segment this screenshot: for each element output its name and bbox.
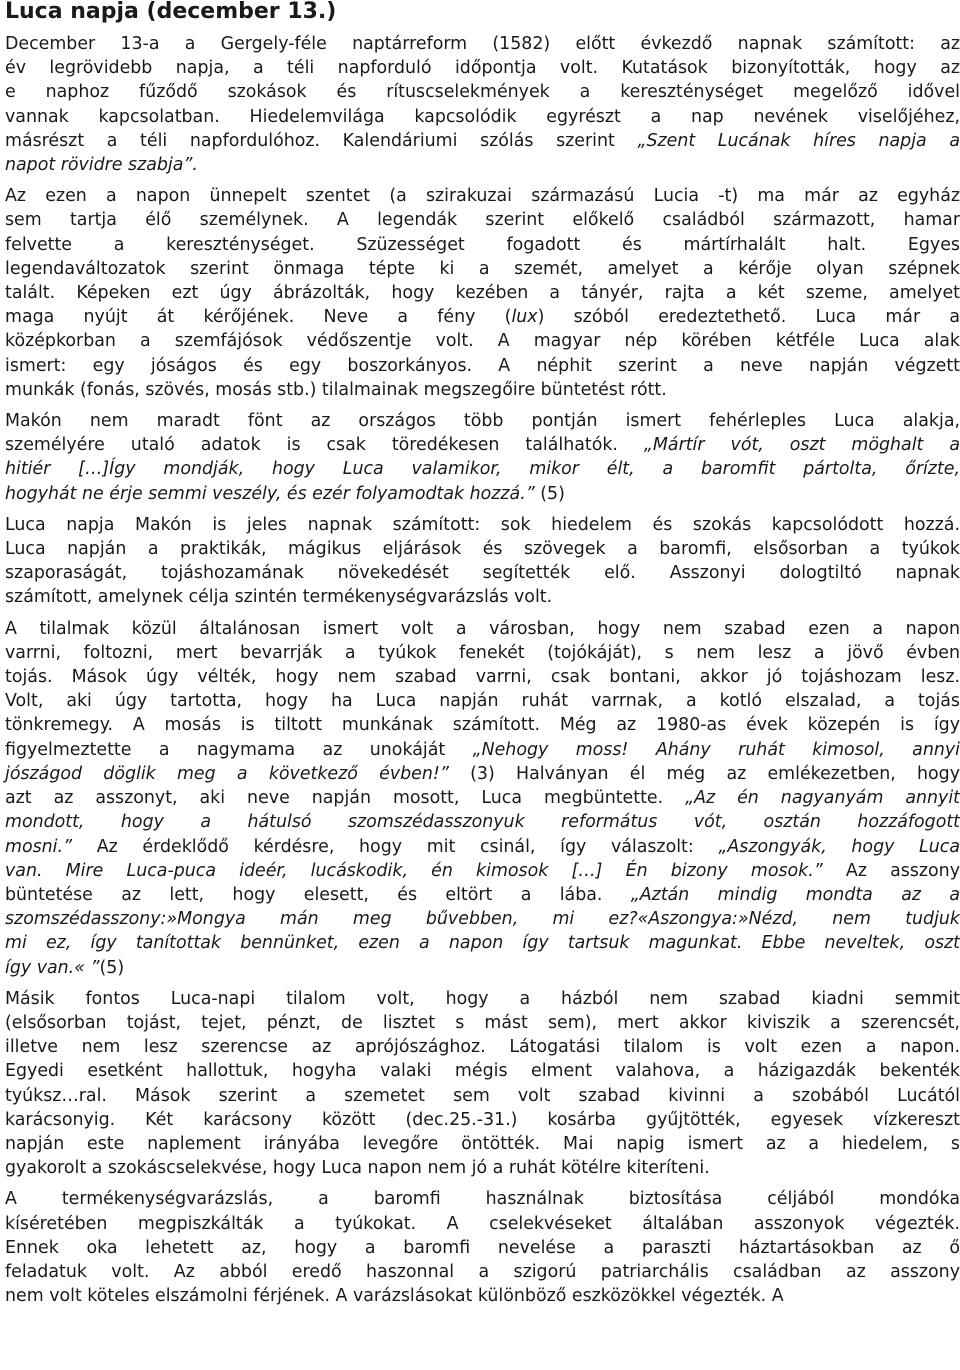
body-text: számított, amelynek célja szintén termékenységvarázslás volt. [5,587,553,608]
text-line [5,233,960,257]
body-text: Az asszony [822,860,960,881]
text-line [5,1156,960,1180]
text-line [5,537,960,561]
text-line [5,641,960,665]
text-line [5,1059,960,1083]
italic-quote-text: „Az én nagyanyám annyit [685,788,960,809]
body-text: (elsősorban tojást, tejet, pénzt, de lisztet s mást sem), mert akkor kiviszik a szerencsét, [5,1012,960,1033]
body-text: talált. Képeken ezt úgy ábrázolták, hogy kezében a tányér, rajta a két szeme, amelyet [5,283,960,304]
body-text: év legrövidebb napja, a téli napforduló időpontja volt. Kutatások bizonyították, hogy az [5,58,960,79]
paragraph [5,32,960,177]
text-line [5,1187,960,1211]
body-text: A tilalmak közül általánosan ismert volt a városban, hogy nem szabad ezen a napon [5,618,960,639]
text-line [5,257,960,281]
paragraph [5,409,960,506]
text-line [5,931,960,955]
text-line [5,987,960,1011]
text-line [5,129,960,153]
text-line [5,883,960,907]
italic-quote-text: mondott, hogy a hátulsó szomszédasszonyuk református vót, osztán hozzáfogott [5,812,960,833]
italic-quote-text: „Szent Lucának híres napja a [637,130,960,151]
text-line [5,409,960,433]
body-text: napján este naplement irányába levegőre öntötték. Mai napig ismert az a hiedelem, s [5,1133,960,1154]
paragraph-spacer [5,1180,960,1187]
body-text: munkák (fonás, szövés, mosás stb.) tilalmainak megszegőire büntetést rótt. [5,379,667,400]
body-text: varrni, foltozni, mert bevarrják a tyúkok fenekét (tojókáját), s nem lesz a jövő évben [5,642,960,663]
text-line [5,762,960,786]
italic-quote-text: „Aszongyák, hogy Luca [718,836,960,857]
body-text: személyére utaló adatok is csak töredékesen találhatók. [5,435,644,456]
text-line [5,561,960,585]
text-line [5,208,960,232]
text-line [5,1108,960,1132]
text-line [5,665,960,689]
text-line [5,184,960,208]
text-line [5,1011,960,1035]
body-text: legendaváltozatok szerint önmaga tépte ki a szemét, amelyet a kérője olyan szépnek [5,258,960,279]
paragraph [5,617,960,980]
text-line [5,617,960,641]
body-text: maga nyújt át kérőjének. Neve a fény ( [5,307,512,328]
paragraph-spacer [5,402,960,409]
text-line [5,1260,960,1284]
body-text: Az érdeklődő kérdésre, hogy mit csinál, így válaszolt: [72,836,719,857]
paragraph [5,1187,960,1308]
text-line [5,80,960,104]
body-text: ) szóból eredeztethető. Luca már a [537,307,960,328]
document-body [5,24,960,1308]
italic-quote-text: napot rövidre szabja”. [5,155,198,176]
text-line [5,1284,960,1308]
body-text: karácsonyig. Két karácsony között (dec.25.-31.) kosárba gyűjtötték, egyesek vízkereszt [5,1109,960,1130]
text-line [5,859,960,883]
paragraph-spacer [5,506,960,513]
body-text: sem tartja élő személynek. A legendák szerint előkelő családból származott, hamar [5,210,960,231]
body-text: ismert: egy jóságos és egy boszorkányos. A néphit szerint a neve napján végzett [5,355,960,376]
text-line [5,457,960,481]
text-line [5,378,960,402]
body-text: felvette a kereszténységet. Szüzességet fogadott és mártírhalált halt. Egyes [5,234,960,255]
text-line [5,738,960,762]
italic-quote-text: hogyhát ne érje semmi veszély, és ezér folyamodtak hozzá.” [5,483,535,504]
text-line [5,907,960,931]
body-text: Egyedi esetként hallottuk, hogyha valaki mégis elment valahova, a házigazdák bekenték [5,1061,960,1082]
italic-quote-text: mi ez, így tanítottak bennünket, ezen a napon így tartsuk magunkat. Ebbe neveltek, oszt [5,933,960,954]
body-text: kíséretében megpiszkálták a tyúkokat. A cselekvéseket általában asszonyok végezték. [5,1213,960,1234]
text-line [5,1212,960,1236]
text-line [5,1084,960,1108]
body-text: Volt, aki úgy tartotta, hogy ha Luca napján ruhát varrnak, a kotló elszalad, a tojás [5,691,960,712]
italic-quote-text: „Mártír vót, oszt möghalt a [643,435,960,456]
document-page [5,0,960,1308]
italic-quote-text: lux [511,307,538,328]
text-line [5,56,960,80]
italic-quote-text: jószágod döglik meg a következő évben!” [5,763,449,784]
text-line [5,329,960,353]
body-text: A termékenységvarázslás, a baromfi használnak biztosítása céljából mondóka [5,1189,960,1210]
body-text: (5) [534,483,565,504]
body-text: Luca napján a praktikák, mágikus eljárások és szövegek a baromfi, elsősorban a tyúkok [5,539,960,560]
text-line [5,585,960,609]
body-text: illetve nem lesz szerencse az aprójószághoz. Látogatási tilalom is volt ezen a napon. [5,1037,960,1058]
body-text: tönkremegy. A mosás is tiltott munkának számított. Még az 1980-as évek közepén is így [5,715,960,736]
text-line [5,433,960,457]
body-text: feladatuk volt. Az abból eredő haszonnal a szigorú patriarchális családban az asszony [5,1261,960,1282]
text-line [5,153,960,177]
body-text: Másik fontos Luca-napi tilalom volt, hogy a házból nem szabad kiadni semmit [5,988,960,1009]
paragraph [5,184,960,402]
text-line [5,482,960,506]
body-text: Az ezen a napon ünnepelt szentet (a szirakuzai származású Lucia -t) ma már az egyház [5,186,960,207]
body-text: e naphoz fűződő szokások és rítuscselekmények a kereszténységet megelőző idővel [5,82,960,103]
body-text: Makón nem maradt fönt az országos több pontján ismert fehérleples Luca alakja, [5,411,960,432]
document-title: Luca napja (december 13.) [5,0,337,24]
italic-quote-text: mosni.” [5,836,73,857]
text-line [5,354,960,378]
body-text: büntetése az lett, hogy elesett, és eltört a lába. [5,884,631,905]
text-line [5,1132,960,1156]
text-line [5,689,960,713]
italic-quote-text: van. Mire Luca-puca ideér, lucáskodik, én kimosok […] Én bizony mosok.” [5,860,823,881]
paragraph [5,513,960,610]
paragraph-spacer [5,610,960,617]
body-text: (5) [99,957,125,978]
paragraph-spacer [5,24,960,32]
italic-quote-text: így van.« ” [5,957,100,978]
text-line [5,810,960,834]
body-text: azt az asszonyt, aki neve napján mosott, Luca megbüntette. [5,788,686,809]
italic-quote-text: „Nehogy moss! Ahány ruhát kimosol, annyi [472,739,960,760]
text-line [5,786,960,810]
italic-quote-text: szomszédasszony:»Mongya mán meg bűvebben, mi ez?«Aszongya:»Nézd, nem tudjuk [5,909,960,930]
text-line [5,1035,960,1059]
italic-quote-text: hitiér […]Így mondják, hogy Luca valamikor, mikor élt, a baromfit pártolta, őrízte, [5,459,960,480]
body-text: vannak kapcsolatban. Hiedelemvilága kapcsolódik egyrészt a nap nevének viselőjéhez, [5,106,960,127]
body-text: tyúksz…ral. Mások szerint a szemetet sem volt szabad kivinni a szobából Lucától [5,1085,960,1106]
body-text: figyelmeztette a nagymama az unokáját [5,739,473,760]
text-line [5,513,960,537]
text-line [5,305,960,329]
body-text: Luca napja Makón is jeles napnak számított: sok hiedelem és szokás kapcsolódott hozzá. [5,514,960,535]
text-line [5,1236,960,1260]
text-line [5,32,960,56]
body-text: szaporaságát, tojáshozamának növekedését segítették elő. Asszonyi dologtiltó napnak [5,563,960,584]
body-text: középkorban a szemfájósok védőszentje volt. A magyar nép körében kétféle Luca alak [5,331,960,352]
body-text: gyakorolt a szokáscselekvése, hogy Luca napon nem jó a ruhát kötélre kiteríteni. [5,1158,710,1179]
text-line [5,835,960,859]
body-text: Ennek oka lehetett az, hogy a baromfi nevelése a paraszti háztartásokban az ő [5,1237,960,1258]
paragraph-spacer [5,177,960,184]
body-text: nem volt köteles elszámolni férjének. A varázslásokat különböző eszközökkel végezték. A [5,1286,784,1307]
body-text: December 13-a a Gergely-féle naptárreform (1582) előtt évkezdő napnak számított: az [5,34,960,54]
text-line [5,956,960,980]
body-text: (3) Halványan él még az emlékezetben, hogy [448,763,960,784]
body-text: másrészt a téli napfordulóhoz. Kalendáriumi szólás szerint [5,130,638,151]
text-line [5,105,960,129]
paragraph-spacer [5,980,960,987]
text-line [5,281,960,305]
text-line [5,713,960,737]
italic-quote-text: „Aztán mindig mondta az a [630,884,960,905]
paragraph [5,987,960,1181]
body-text: tojás. Mások úgy vélték, hogy nem szabad varrni, csak bontani, akkor jó tojáshozam lesz. [5,667,960,688]
